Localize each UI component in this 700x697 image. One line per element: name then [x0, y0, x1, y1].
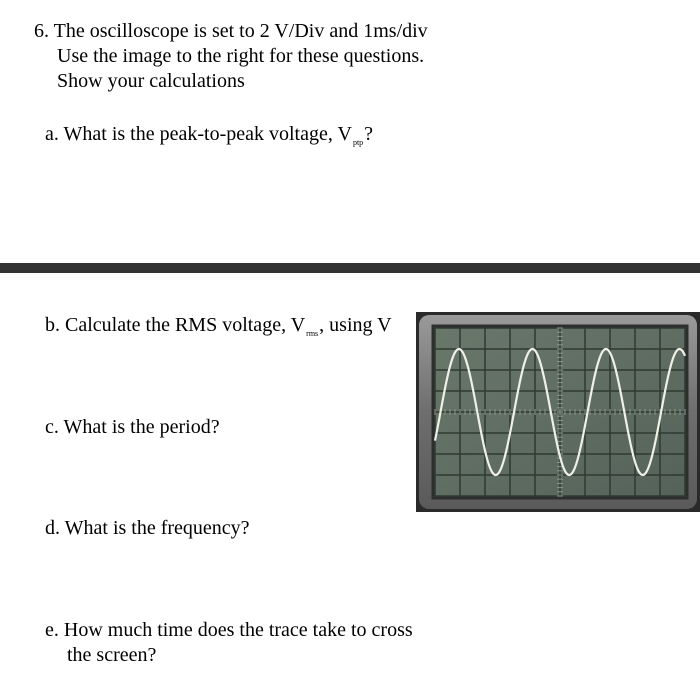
question-a-subscript: ptp: [352, 138, 364, 147]
question-b-text: b. Calculate the RMS voltage, V: [45, 314, 306, 336]
section-divider: [0, 263, 700, 273]
question-b: [45, 313, 392, 341]
question-6-heading: 6. The oscilloscope is set to 2 V/Div and 1ms/div: [34, 20, 428, 42]
oscilloscope-display: [416, 312, 700, 512]
question-b-subscript: rms: [306, 329, 319, 338]
question-a: [45, 122, 373, 150]
question-6-calculations-note: Show your calculations: [57, 70, 245, 92]
question-d: d. What is the frequency?: [45, 517, 250, 539]
question-a-suffix: ?: [364, 123, 374, 145]
question-6-instruction: Use the image to the right for these questions.: [57, 45, 425, 67]
question-e-line-1: e. How much time does the trace take to cross: [45, 619, 413, 641]
question-a-text: a. What is the peak-to-peak voltage, V: [45, 123, 352, 145]
question-c: c. What is the period?: [45, 416, 220, 438]
oscilloscope-image: [416, 312, 700, 512]
question-e-line-2: the screen?: [67, 644, 157, 666]
question-b-suffix: , using V: [319, 314, 392, 336]
